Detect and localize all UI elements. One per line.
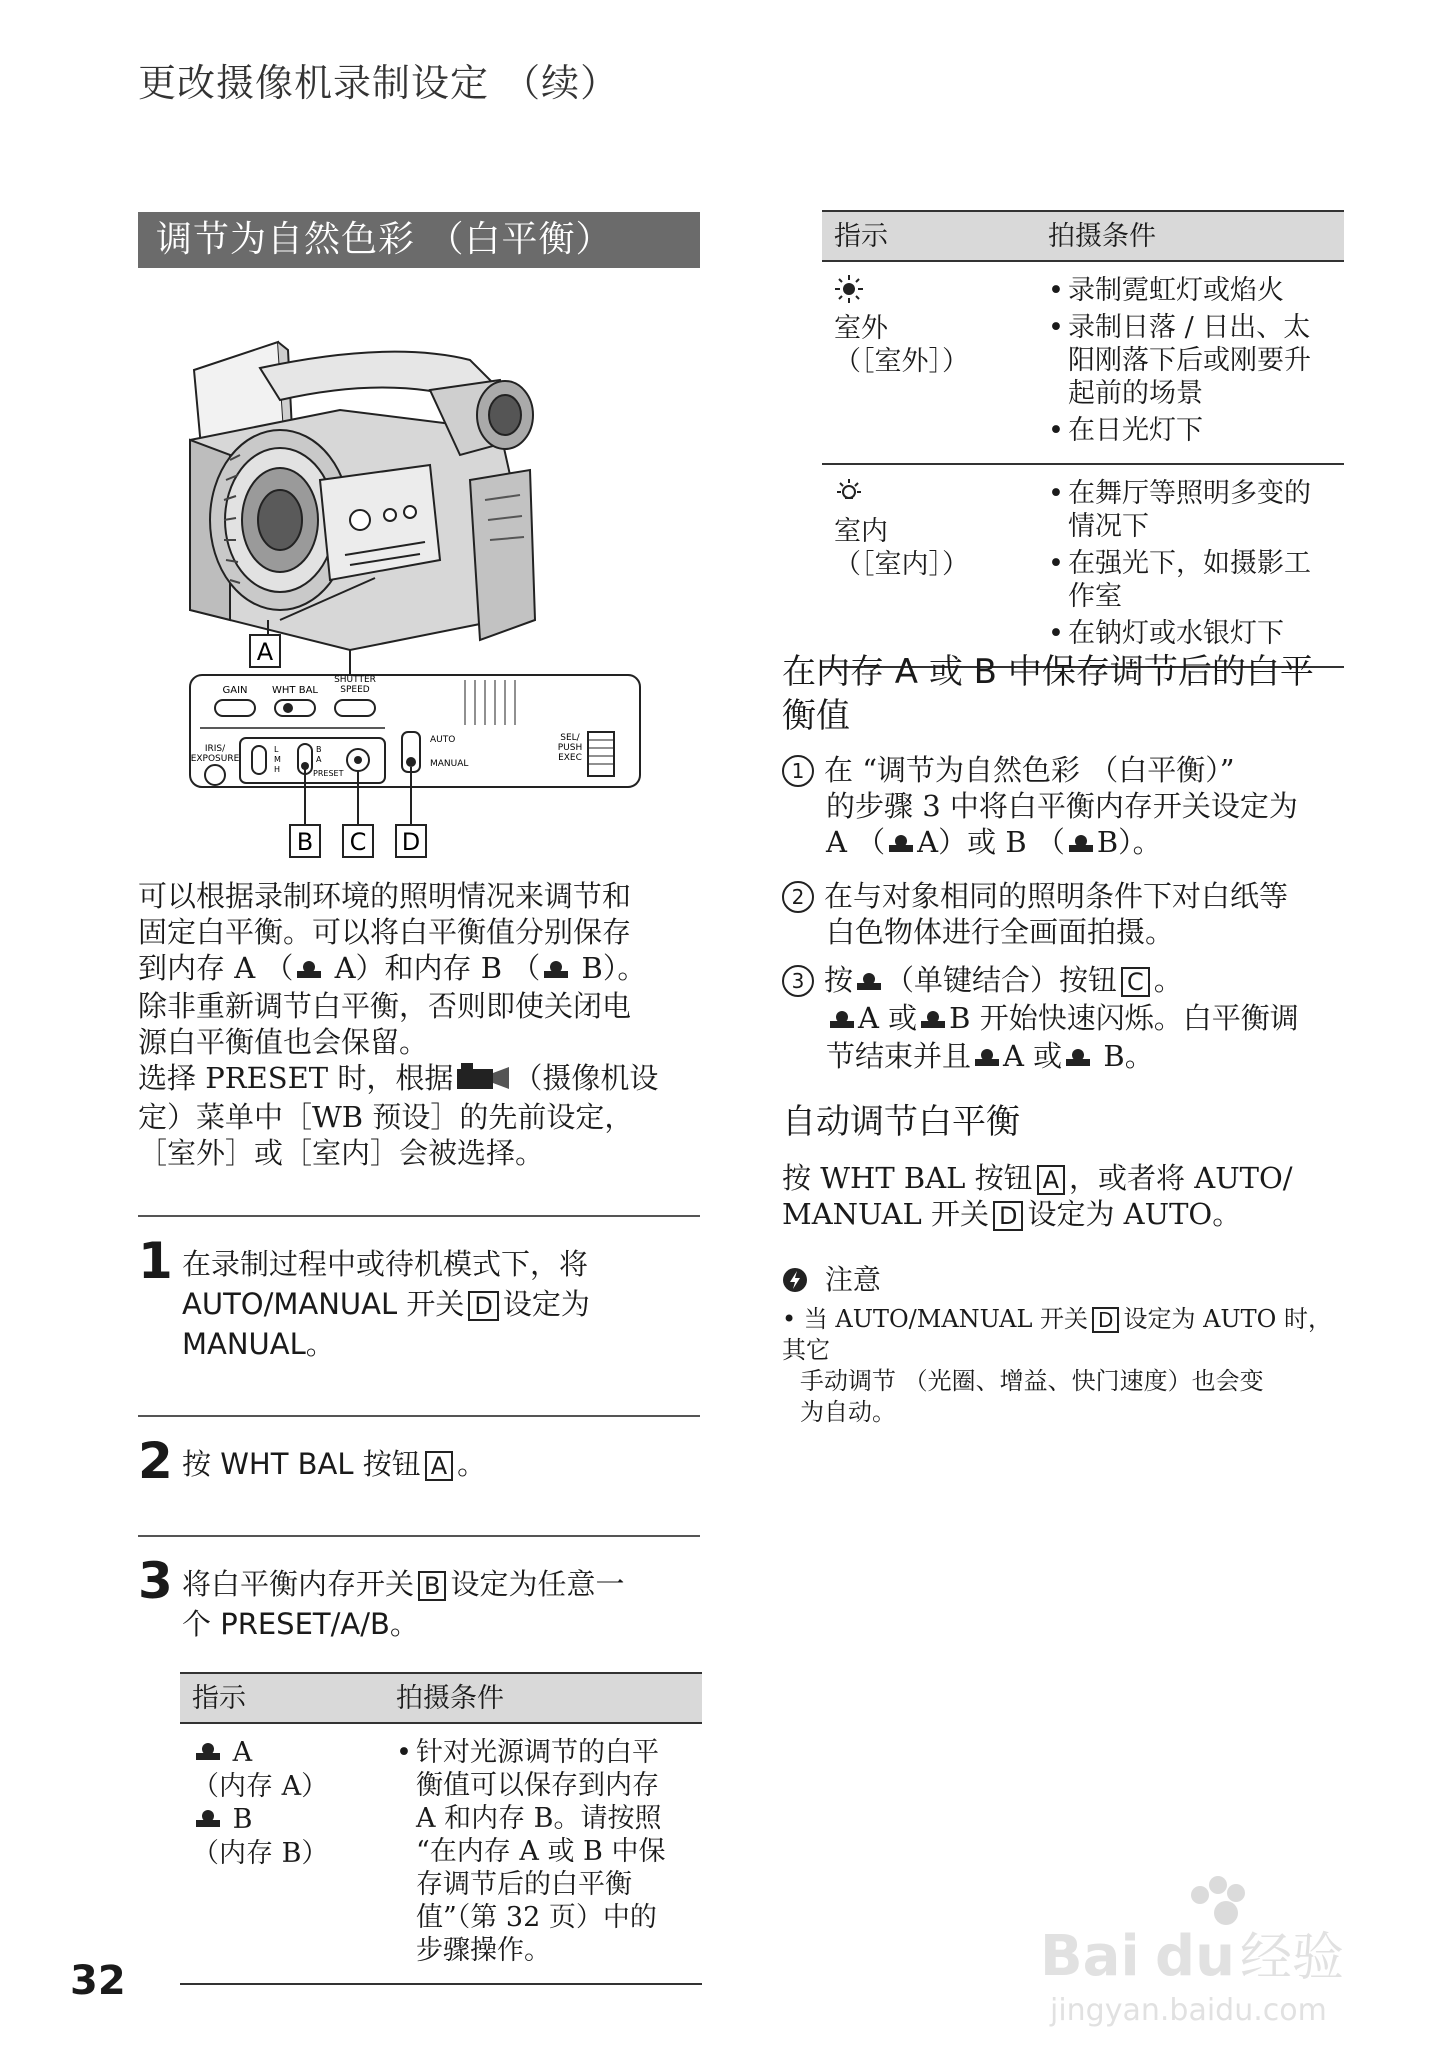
condition-line: 值”（第 32 页）中的 (416, 1902, 657, 1933)
gain-h: H (274, 765, 281, 774)
label-c-box: C (1121, 967, 1150, 997)
circled-number: 1 (782, 755, 814, 787)
label-c: C (349, 828, 367, 856)
wht-bal-button (275, 700, 315, 716)
note-line: 手动调节 （光圈、增益、快门速度）也会变 (800, 1367, 1264, 1395)
label-b: B (296, 828, 314, 856)
label-b-box: B (418, 1571, 446, 1601)
camera-settings-icon (455, 1061, 511, 1099)
save-item-text: A）或 B （ (917, 825, 1065, 859)
condition-line: A 和内存 B。请按照 (416, 1803, 662, 1834)
save-item-line (782, 1000, 1342, 1038)
table-header-condition: 拍摄条件 (384, 1673, 702, 1723)
sel-text: SEL/ (560, 733, 580, 743)
step-1-line (182, 1284, 692, 1324)
condition-line: 情况下 (1068, 511, 1149, 542)
auto-text: 设定为 AUTO。 (1027, 1197, 1242, 1231)
watermark-brand2: du (1155, 1924, 1235, 1989)
push-text: PUSH (557, 743, 583, 753)
auto-line (782, 1160, 1342, 1196)
save-item-3 (782, 962, 1342, 1076)
step-1-switch: AUTO/MANUAL 开关 (182, 1287, 465, 1321)
intro-line: 定）菜单中［WB 预设］的先前设定， (138, 1100, 634, 1134)
save-item-text: 节结束并且 (826, 1039, 972, 1073)
save-item-text: B）。 (1096, 825, 1162, 859)
label-a-box: A (1037, 1165, 1065, 1195)
save-item-line (782, 962, 1342, 1000)
step-1-number: 1 (138, 1232, 173, 1290)
wb-preset-table (822, 210, 1344, 668)
condition-line: • 针对光源调节的白平 (416, 1737, 659, 1768)
step-3-tail: 设定为任意一 (450, 1567, 625, 1601)
intro-text: A）和内存 B （ (325, 951, 541, 985)
condition-item (1048, 617, 1332, 650)
condition-line: • 在舞厅等照明多变的 (1068, 478, 1311, 509)
save-item-text: 。 (1153, 963, 1183, 997)
intro-paragraph (138, 878, 703, 1171)
wb-a-text: A (316, 755, 322, 764)
step-divider (138, 1415, 700, 1417)
table-cell-indicator (822, 261, 1036, 464)
save-item-text: B。 (1094, 1039, 1154, 1073)
save-item-2 (782, 878, 1342, 950)
condition-line: • 录制日落 / 日出、太 (1068, 312, 1311, 343)
condition-line: • 录制霓虹灯或焰火 (1068, 275, 1284, 306)
table-header-indicator: 指示 (822, 211, 1036, 261)
indoor-icon (834, 477, 1024, 515)
intro-line: 除非重新调节白平衡，否则即使关闭电 (138, 989, 632, 1023)
step-2-tail: 。 (457, 1447, 487, 1481)
save-item-line (782, 824, 1342, 862)
section-title: 调节为自然色彩 （白平衡） (138, 212, 700, 268)
condition-item (396, 1736, 690, 1967)
save-item-line: 白色物体进行全画面拍摄。 (826, 915, 1175, 949)
exposure-text: EXPOSURE (190, 754, 240, 764)
auto-text: AUTO (430, 735, 456, 745)
note-icon (782, 1267, 808, 1300)
running-header: 更改摄像机录制设定 （续） (138, 61, 620, 105)
intro-line: 可以根据录制环境的照明情况来调节和 (138, 879, 632, 913)
shutter-text: SHUTTER (334, 675, 376, 685)
note-text-part: 当 AUTO/MANUAL 开关 (803, 1305, 1089, 1333)
table-header-indicator: 指示 (180, 1673, 384, 1723)
gain-m: M (274, 755, 281, 764)
table-cell-indicator (822, 464, 1036, 667)
table-cell-condition (384, 1723, 702, 1984)
auto-text: MANUAL 开关 (782, 1197, 989, 1231)
intro-line: 源白平衡值也会保留。 (138, 1025, 429, 1059)
condition-line: 阳刚落下后或刚要升 (1068, 345, 1311, 376)
save-section-title (782, 650, 1342, 738)
exec-text: EXEC (558, 753, 582, 763)
one-push-icon (855, 964, 883, 1000)
wb-memory-icon (542, 952, 570, 988)
save-item-text: （单键结合）按钮 (885, 963, 1118, 997)
auto-text: 按 WHT BAL 按钮 (782, 1161, 1033, 1195)
step-divider (138, 1535, 700, 1537)
condition-line: 存调节后的白平衡 (416, 1869, 632, 1900)
step-3-line (182, 1564, 692, 1604)
wb-memory-icon (295, 952, 323, 988)
wb-memory-icon (828, 1002, 856, 1038)
circled-number: 3 (782, 965, 814, 997)
note-heading (782, 1258, 881, 1300)
auto-section-title: 自动调节白平衡 (782, 1102, 1020, 1142)
condition-item (1048, 477, 1332, 543)
wb-memory-icon (1067, 826, 1095, 862)
indoor-sub: （［室内］） (834, 549, 969, 580)
intro-text: 到内存 A （ (138, 951, 294, 985)
condition-line: • 在日光灯下 (1068, 415, 1203, 446)
save-item-text: A 或 (1003, 1039, 1063, 1073)
save-item-text: 在 “调节为自然色彩 （白平衡）” (824, 753, 1235, 787)
label-a: A (256, 638, 274, 666)
indoor-label: 室内 (834, 516, 888, 547)
note-line: • 当 AUTO/MANUAL 开关 D 设定为 AUTO 时，其它 (782, 1305, 1332, 1364)
speed-text: SPEED (340, 685, 370, 695)
note-text (782, 1304, 1342, 1428)
watermark-brand: Bai (1040, 1924, 1140, 1989)
save-item-line: 的步骤 3 中将白平衡内存开关设定为 (826, 789, 1298, 823)
iris-text: IRIS/ (204, 744, 226, 754)
condition-item (1048, 547, 1332, 613)
sel-dial (588, 732, 614, 776)
step-1-text (182, 1244, 692, 1364)
condition-line: 起前的场景 (1068, 378, 1203, 409)
intro-line: ［室外］或［室内］会被选择。 (138, 1136, 545, 1170)
manual-text: MANUAL (430, 759, 469, 769)
save-item-line (782, 752, 1342, 788)
circled-number: 2 (782, 881, 814, 913)
gain-l: L (274, 745, 279, 754)
save-title-line: 衡值 (782, 696, 850, 736)
preset-text: PRESET (313, 769, 344, 778)
save-item-1 (782, 752, 1342, 862)
table-row (180, 1723, 702, 1984)
intro-text: 选择 PRESET 时，根据 (138, 1061, 454, 1095)
step-divider (138, 1215, 700, 1217)
label-d: D (401, 828, 421, 856)
wb-memory-icon (887, 826, 915, 862)
wb-memory-icon (1064, 1040, 1092, 1076)
step-1-tail: 设定为 (502, 1287, 590, 1321)
watermark-cn: 经验 (1240, 1928, 1345, 1988)
table-cell-condition (1036, 464, 1344, 667)
memory-b-sub: （内存 B） (192, 1838, 329, 1869)
step-1-line: 在录制过程中或待机模式下，将 (182, 1247, 589, 1281)
outdoor-icon (834, 274, 1024, 312)
memory-a-sub: （内存 A） (192, 1771, 329, 1802)
table-row (822, 261, 1344, 464)
condition-line: • 在钠灯或水银灯下 (1068, 618, 1284, 649)
wb-memory-table (180, 1672, 702, 1985)
wb-memory-icon (973, 1040, 1001, 1076)
outdoor-sub: （［室外］） (834, 346, 969, 377)
step-2-line: 按 WHT BAL 按钮 (182, 1447, 421, 1481)
iris-dial (205, 765, 225, 785)
step-1-line: MANUAL。 (182, 1327, 335, 1361)
save-item-line (782, 878, 1342, 914)
gain-button (215, 700, 255, 716)
label-d-box: D (468, 1291, 498, 1321)
table-cell-condition (1036, 261, 1344, 464)
camcorder-drawing (170, 320, 690, 860)
save-item-line (782, 1038, 1342, 1076)
save-item-text: A （ (826, 825, 886, 859)
wb-b-text: B (316, 745, 322, 754)
wb-memory-icon (194, 1737, 222, 1770)
baidu-watermark (1030, 1855, 1380, 2035)
wb-memory-icon (919, 1002, 947, 1038)
save-item-text: 按 (824, 963, 854, 997)
camcorder-illustration (170, 320, 690, 860)
step-2-number: 2 (138, 1432, 173, 1490)
save-title-line: 在内存 A 或 B 中保存调节后的白平 (782, 652, 1314, 692)
label-d-box: D (1092, 1307, 1119, 1333)
wb-memory-icon (194, 1804, 222, 1837)
save-item-text: B 开始快速闪烁。白平衡调 (949, 1001, 1299, 1035)
memory-b-label: B (232, 1804, 253, 1835)
shutter-button (335, 700, 375, 716)
step-3-head: 将白平衡内存开关 (182, 1567, 415, 1601)
table-cell-indicator (180, 1723, 384, 1984)
save-item-text: 在与对象相同的照明条件下对白纸等 (824, 879, 1289, 913)
step-3-number: 3 (138, 1552, 173, 1610)
outdoor-label: 室外 (834, 313, 888, 344)
whtbal-text: WHT BAL (272, 685, 318, 696)
auto-line (782, 1196, 1342, 1232)
note-line: 为自动。 (800, 1398, 896, 1426)
gain-switch (252, 746, 266, 774)
label-a-box: A (425, 1451, 453, 1481)
intro-line: 固定白平衡。可以将白平衡值分别保存 (138, 915, 632, 949)
step-3-text (182, 1564, 692, 1644)
note-text-part: 设定为 AUTO 时，其它 (782, 1305, 1332, 1364)
intro-line (138, 1060, 703, 1099)
condition-line: 作室 (1068, 581, 1122, 612)
condition-line: • 在强光下，如摄影工 (1068, 548, 1311, 579)
step-3-line: 个 PRESET/A/B。 (182, 1607, 419, 1641)
auto-section-text (782, 1160, 1342, 1232)
condition-item (1048, 414, 1332, 447)
condition-line: “在内存 A 或 B 中保 (416, 1836, 666, 1867)
note-title: 注意 (824, 1263, 881, 1296)
gain-text: GAIN (222, 685, 248, 696)
label-d-box: D (993, 1201, 1023, 1231)
condition-item (1048, 311, 1332, 410)
memory-a-label: A (232, 1737, 253, 1768)
step-2-text (182, 1444, 692, 1484)
table-header-condition: 拍摄条件 (1036, 211, 1344, 261)
intro-text: B）。 (572, 951, 647, 985)
table-row (822, 464, 1344, 667)
intro-text: （摄像机设 (513, 1061, 659, 1095)
condition-line: 步骤操作。 (416, 1935, 551, 1966)
intro-line (138, 950, 703, 988)
condition-item (1048, 274, 1332, 307)
save-item-text: A 或 (858, 1001, 918, 1035)
condition-line: 衡值可以保存到内存 (416, 1770, 659, 1801)
page-number: 32 (70, 1958, 126, 2004)
auto-text: ，或者将 AUTO/ (1069, 1161, 1293, 1195)
watermark-url: jingyan.baidu.com (1050, 1993, 1327, 2028)
